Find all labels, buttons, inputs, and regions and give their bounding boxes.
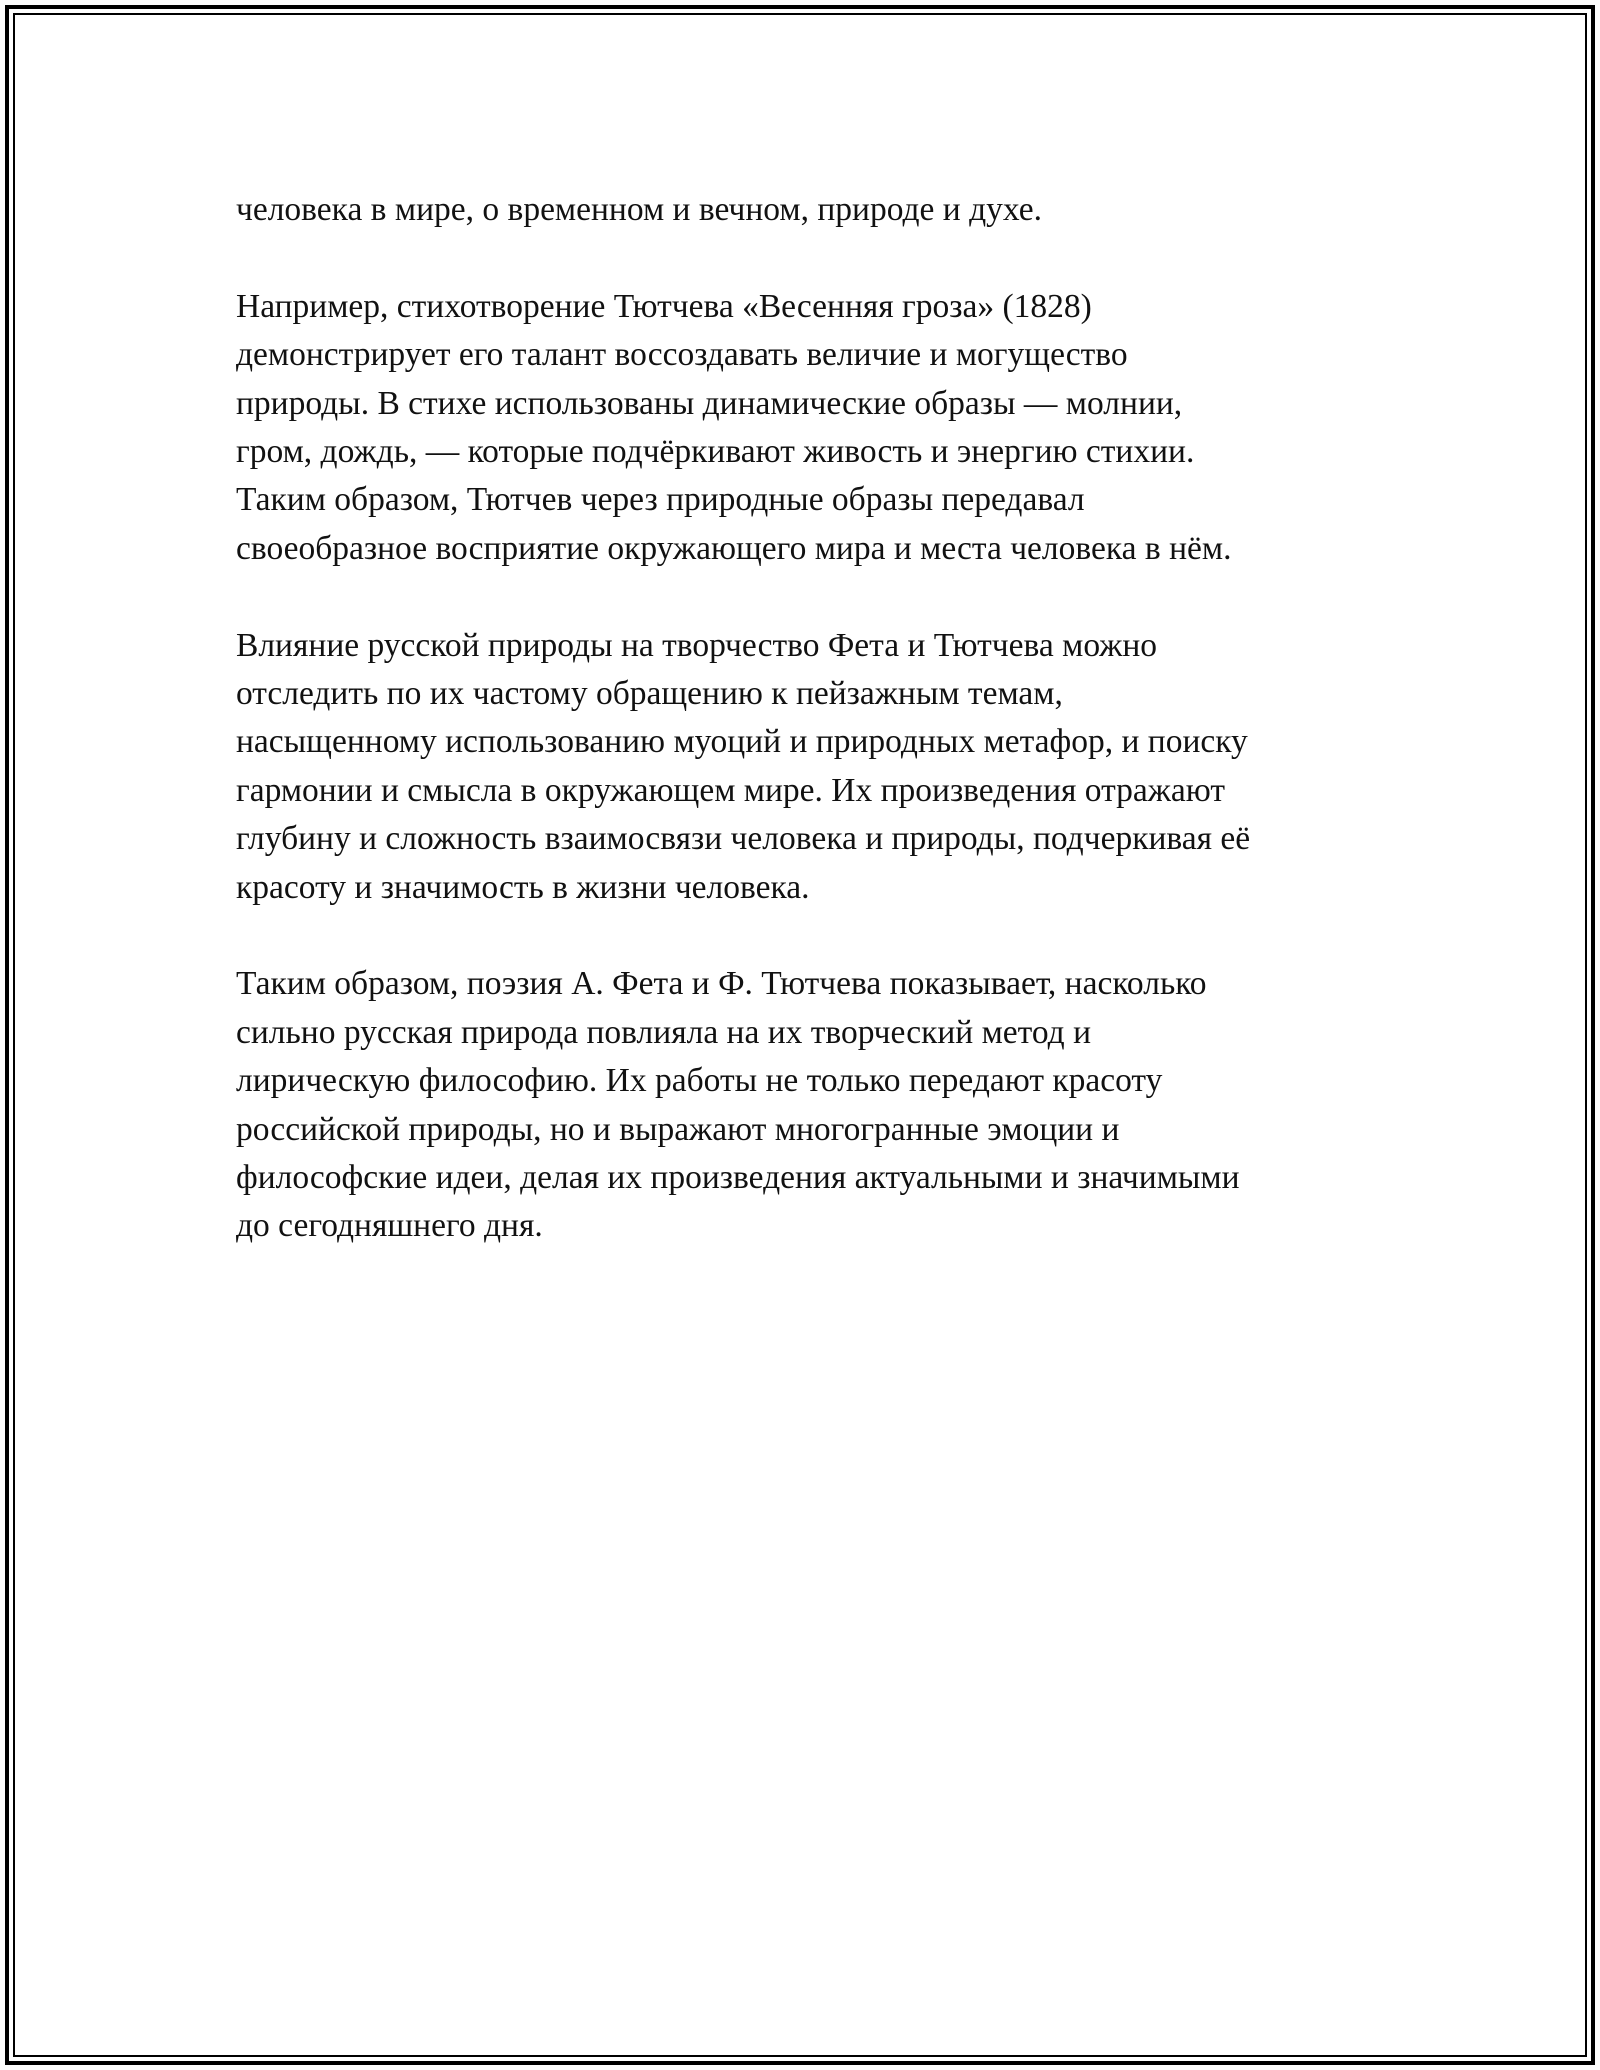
text-line: демонстрирует его талант воссоздавать величие и могущество (236, 336, 1128, 374)
text-line: Например, стихотворение Тютчева «Весенняя гроза» (1828) (236, 287, 1092, 325)
text-line: насыщенному использованию муоций и природных метафор, и поиску (236, 723, 1248, 761)
paragraph-4 (236, 960, 1366, 1250)
text-line: философские идеи, делая их произведения актуальными и значимыми (236, 1159, 1240, 1197)
text-line: отследить по их частому обращению к пейзажным темам, (236, 675, 1063, 713)
text-line: гармонии и смысла в окружающем мире. Их произведения отражают (236, 771, 1226, 809)
text-line: красоту и значимость в жизни человека. (236, 868, 810, 906)
text-line: до сегодняшнего дня. (236, 1207, 543, 1245)
text-line: природы. В стихе использованы динамические образы — молнии, (236, 384, 1183, 422)
text-line: человека в мире, о временном и вечном, природе и духе. (236, 191, 1043, 228)
document-body (236, 186, 1366, 1299)
text-line: лирическую философию. Их работы не только передают красоту (236, 1062, 1163, 1100)
paragraph-2 (236, 283, 1366, 573)
text-line: Влияние русской природы на творчество Фета и Тютчева можно (236, 626, 1158, 664)
paragraph-1 (236, 186, 1366, 234)
text-line: глубину и сложность взаимосвязи человека и природы, подчеркивая её (236, 820, 1251, 858)
text-line: сильно русская природа повлияла на их творческий метод и (236, 1013, 1092, 1051)
text-line: своеобразное восприятие окружающего мира и места человека в нём. (236, 529, 1232, 567)
text-line: Таким образом, поэзия А. Фета и Ф. Тютчева показывает, насколько (236, 965, 1207, 1003)
text-line: российской природы, но и выражают многогранные эмоции и (236, 1110, 1120, 1148)
text-line: Таким образом, Тютчев через природные образы передавал (236, 481, 1085, 519)
paragraph-3 (236, 622, 1366, 912)
text-line: гром, дождь, — которые подчёркивают живость и энергию стихии. (236, 433, 1195, 471)
